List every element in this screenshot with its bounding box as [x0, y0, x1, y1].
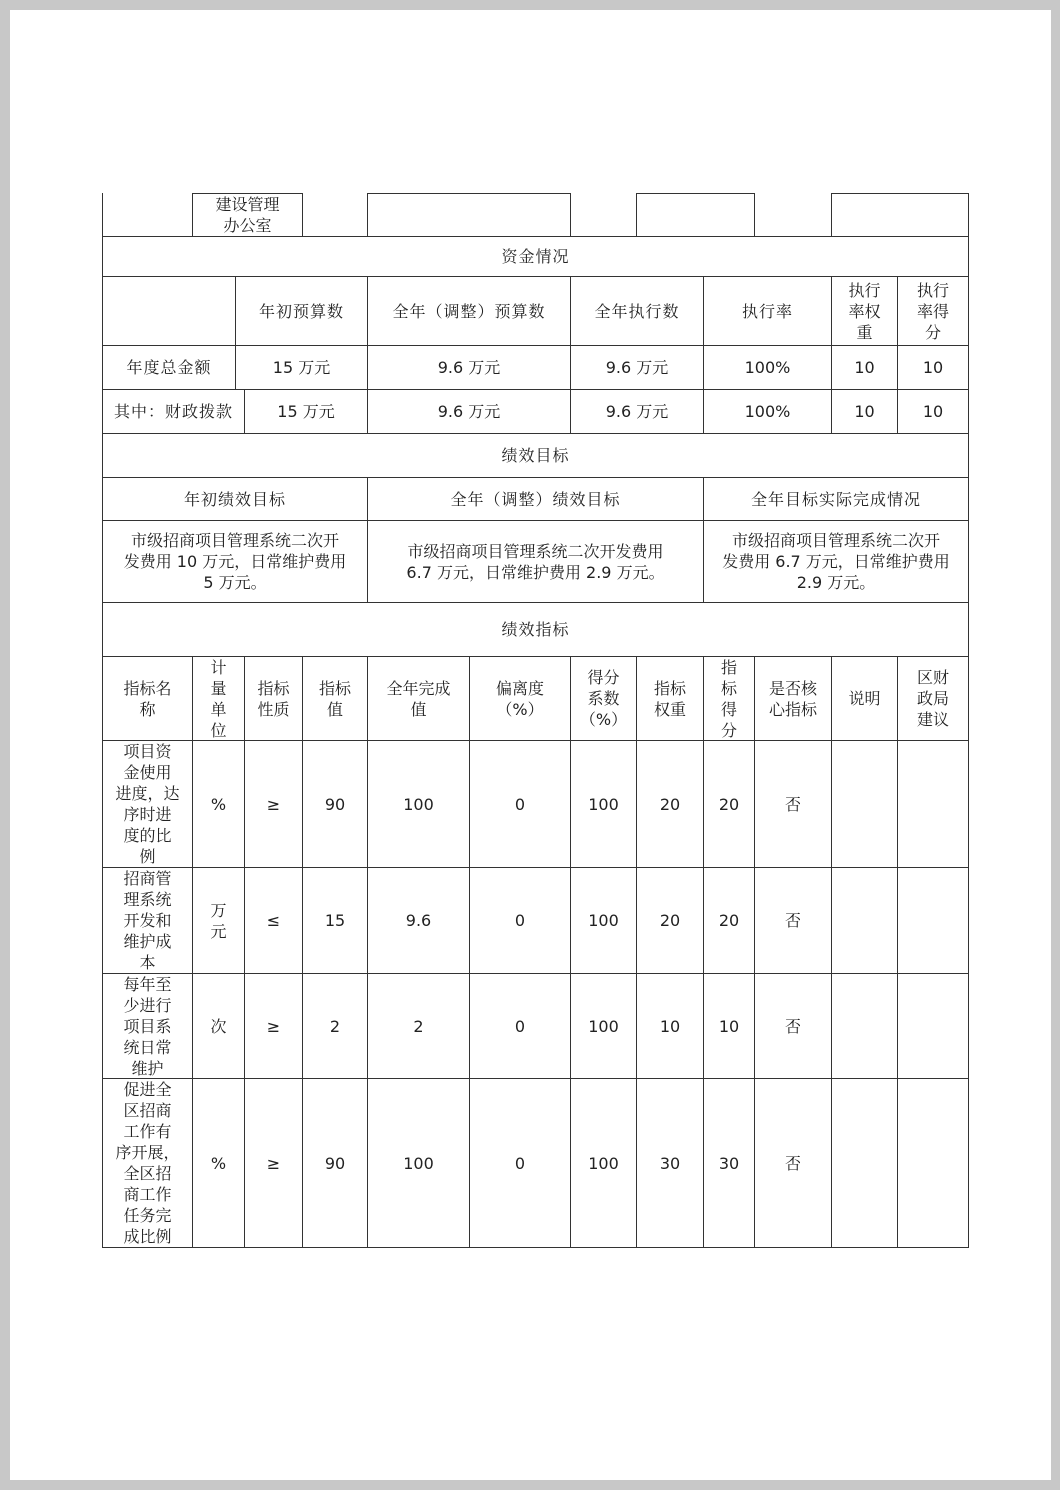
indicator-row-score — [703, 867, 755, 974]
indicator-row-deviation-text: 0 — [514, 1153, 526, 1173]
indicator-row-coef — [570, 1078, 637, 1248]
indicator-row-score — [703, 740, 755, 868]
top-blank-cell — [367, 193, 571, 237]
indicator-row-unit-text: % — [210, 1153, 227, 1173]
goals-section-title — [102, 433, 969, 478]
indicator-header-nature-text: 指标 性质 — [257, 678, 290, 719]
indicator-header-unit-text: 计 量 单 位 — [210, 657, 227, 740]
indicator-header-value-text: 指标 值 — [318, 678, 351, 719]
indicator-row-core — [754, 867, 832, 974]
indicator-header-nature — [244, 656, 303, 741]
indicator-row-note — [831, 973, 898, 1079]
indicator-row-complete — [367, 973, 470, 1079]
header-adjusted-budget-text: 全年（调整）预算数 — [392, 301, 546, 321]
header-rate-weight — [831, 276, 898, 346]
indicator-header-score-text: 指 标 得 分 — [720, 657, 737, 740]
goals-adjusted-text-text: 市级招商项目管理系统二次开发费用 6.7 万元，日常维护费用 2.9 万元。 — [406, 541, 665, 582]
indicator-row-advice — [897, 740, 969, 868]
funds-row-weight — [831, 389, 898, 434]
indicator-row-score-text: 10 — [718, 1016, 740, 1036]
indicator-row-weight-text: 10 — [659, 1016, 681, 1036]
indicators-section-title — [102, 602, 969, 657]
indicator-header-name-text: 指标名 称 — [123, 678, 172, 719]
indicator-header-name — [102, 656, 193, 741]
indicator-row-coef — [570, 740, 637, 868]
indicators-section-title-text: 绩效指标 — [501, 620, 570, 639]
funds-row-executed — [570, 389, 704, 434]
goals-header-initial-text: 年初绩效目标 — [183, 489, 286, 509]
header-executed — [570, 276, 704, 346]
top-blank-cell — [302, 193, 368, 237]
indicator-row-core — [754, 973, 832, 1079]
indicator-row-deviation-text: 0 — [514, 794, 526, 814]
indicator-row-name — [102, 867, 193, 974]
header-initial-budget — [235, 276, 368, 346]
indicator-row-name — [102, 973, 193, 1079]
indicator-row-advice — [897, 867, 969, 974]
goals-header-initial — [102, 477, 368, 521]
indicator-header-score — [703, 656, 755, 741]
funds-row-label-text: 其中：财政拨款 — [113, 402, 233, 421]
indicator-row-complete — [367, 1078, 470, 1248]
funds-row-score-text: 10 — [922, 358, 944, 377]
funds-header-blank — [102, 276, 236, 346]
indicator-row-name-text: 项目资 金使用 进度，达 序时进 度的比 例 — [115, 742, 180, 866]
indicator-header-complete — [367, 656, 470, 741]
indicator-row-weight-text: 30 — [659, 1153, 681, 1173]
funds-row-initial — [235, 345, 368, 390]
indicator-row-complete-text: 9.6 — [405, 911, 432, 930]
indicator-row-coef — [570, 973, 637, 1079]
indicator-row-core-text: 否 — [784, 794, 801, 814]
funds-row-adjusted-text: 9.6 万元 — [437, 402, 501, 421]
indicator-row-advice — [897, 973, 969, 1079]
header-rate-score — [897, 276, 969, 346]
funds-row-label-text: 年度总金额 — [126, 358, 212, 377]
indicator-row-complete-text: 100 — [403, 794, 434, 814]
funds-row-initial-text: 15 万元 — [277, 402, 335, 421]
goals-header-adjusted — [367, 477, 704, 521]
indicator-row-coef-text: 100 — [588, 794, 619, 814]
header-exec-rate — [703, 276, 832, 346]
indicator-row-unit — [192, 1078, 245, 1248]
top-blank-cell — [636, 193, 755, 237]
indicator-row-value-text: 2 — [329, 1016, 341, 1036]
indicator-row-name — [102, 1078, 193, 1248]
indicator-row-core-text: 否 — [784, 911, 801, 930]
goals-initial-text — [102, 520, 368, 603]
indicator-row-nature — [244, 973, 303, 1079]
indicator-row-note — [831, 867, 898, 974]
indicator-row-unit-text: % — [210, 794, 227, 814]
indicator-row-name-text: 招商管 理系统 开发和 维护成 本 — [123, 869, 172, 972]
indicator-row-weight — [636, 867, 704, 974]
indicator-header-weight-text: 指标 权重 — [653, 678, 686, 719]
indicator-row-nature — [244, 740, 303, 868]
dept-name-cell — [192, 193, 303, 237]
indicator-row-score — [703, 973, 755, 1079]
header-exec-rate-text: 执行率 — [741, 301, 793, 321]
indicator-header-value — [302, 656, 368, 741]
indicator-row-nature — [244, 867, 303, 974]
indicator-header-core — [754, 656, 832, 741]
indicator-row-value — [302, 973, 368, 1079]
funds-row-rate — [703, 345, 832, 390]
indicator-row-unit — [192, 867, 245, 974]
indicator-row-complete-text: 2 — [413, 1016, 424, 1036]
indicator-row-note — [831, 1078, 898, 1248]
indicator-row-coef-text: 100 — [588, 911, 619, 930]
header-initial-budget-text: 年初预算数 — [258, 301, 344, 321]
indicator-row-coef-text: 100 — [588, 1016, 619, 1036]
funds-row-weight — [831, 345, 898, 390]
indicator-row-value-text: 15 — [324, 911, 346, 930]
indicator-header-deviation-text: 偏离度 （%） — [495, 678, 544, 719]
goals-actual-text-text: 市级招商项目管理系统二次开 发费用 6.7 万元，日常维护费用 2.9 万元。 — [722, 531, 950, 592]
funds-row-label — [102, 345, 236, 390]
indicator-row-note — [831, 740, 898, 868]
indicator-header-complete-text: 全年完成 值 — [386, 678, 451, 719]
indicator-row-unit — [192, 973, 245, 1079]
indicator-header-advice-text: 区财 政局 建议 — [916, 668, 949, 729]
funds-row-weight-text: 10 — [854, 402, 875, 421]
indicator-row-unit — [192, 740, 245, 868]
indicator-header-unit — [192, 656, 245, 741]
indicator-row-weight — [636, 1078, 704, 1248]
top-blank-cell — [102, 193, 193, 237]
goals-actual-text — [703, 520, 969, 603]
top-blank-cell — [570, 193, 637, 237]
funds-section-title-text: 资金情况 — [501, 247, 570, 266]
funds-row-executed-text: 9.6 万元 — [605, 358, 669, 377]
indicator-header-note — [831, 656, 898, 741]
funds-row-adjusted — [367, 345, 571, 390]
indicator-row-coef-text: 100 — [588, 1153, 619, 1173]
indicator-row-unit-text: 万 元 — [210, 900, 227, 941]
indicator-header-coef — [570, 656, 637, 741]
indicator-row-advice — [897, 1078, 969, 1248]
indicator-row-core — [754, 1078, 832, 1248]
funds-row-adjusted-text: 9.6 万元 — [437, 358, 501, 377]
funds-row-rate — [703, 389, 832, 434]
goals-section-title-text: 绩效目标 — [501, 446, 570, 465]
indicator-row-value-text: 90 — [324, 1153, 346, 1173]
header-rate-weight-text: 执行 率权 重 — [848, 280, 881, 342]
indicator-row-complete — [367, 740, 470, 868]
indicator-row-deviation-text: 0 — [514, 1016, 526, 1036]
goals-adjusted-text — [367, 520, 704, 603]
indicator-row-score-text: 30 — [718, 1153, 740, 1173]
indicator-row-score — [703, 1078, 755, 1248]
indicator-row-deviation — [469, 740, 571, 868]
indicator-header-note-text: 说明 — [848, 689, 881, 708]
indicator-row-unit-text: 次 — [210, 1016, 227, 1036]
funds-row-executed — [570, 345, 704, 390]
indicator-row-core-text: 否 — [784, 1016, 801, 1036]
indicator-row-nature — [244, 1078, 303, 1248]
funds-row-weight-text: 10 — [854, 358, 875, 377]
goals-header-actual — [703, 477, 969, 521]
indicator-row-score-text: 20 — [718, 911, 740, 930]
indicator-row-deviation — [469, 1078, 571, 1248]
funds-row-rate-text: 100% — [744, 358, 791, 377]
indicator-row-deviation — [469, 867, 571, 974]
indicator-header-core-text: 是否核 心指标 — [768, 678, 817, 719]
indicator-row-weight — [636, 740, 704, 868]
indicator-row-deviation — [469, 973, 571, 1079]
indicator-row-value — [302, 740, 368, 868]
funds-row-adjusted — [367, 389, 571, 434]
indicator-row-nature-text: ≤ — [266, 911, 281, 930]
header-rate-score-text: 执行 率得 分 — [916, 280, 949, 342]
funds-row-score — [897, 389, 969, 434]
funds-row-initial — [244, 389, 368, 434]
funds-row-score — [897, 345, 969, 390]
funds-section-title — [102, 236, 969, 277]
funds-row-executed-text: 9.6 万元 — [605, 402, 669, 421]
indicator-row-nature-text: ≥ — [266, 1153, 281, 1173]
goals-header-actual-text: 全年目标实际完成情况 — [750, 489, 921, 509]
indicator-row-nature-text: ≥ — [266, 794, 281, 814]
indicator-row-deviation-text: 0 — [514, 911, 526, 930]
top-blank-cell — [831, 193, 969, 237]
goals-header-adjusted-text: 全年（调整）绩效目标 — [450, 489, 621, 509]
dept-name-cell-text: 建设管理 办公室 — [215, 195, 280, 235]
indicator-row-nature-text: ≥ — [266, 1016, 281, 1036]
indicator-row-name — [102, 740, 193, 868]
indicator-row-complete-text: 100 — [403, 1153, 434, 1173]
indicator-row-weight-text: 20 — [659, 911, 681, 930]
header-executed-text: 全年执行数 — [594, 301, 680, 321]
indicator-header-coef-text: 得分 系数 （%） — [579, 668, 628, 729]
indicator-header-deviation — [469, 656, 571, 741]
indicator-row-name-text: 促进全 区招商 工作有 序开展， 全区招 商工作 任务完 成比例 — [115, 1080, 180, 1246]
indicator-row-score-text: 20 — [718, 794, 740, 814]
top-blank-cell — [754, 193, 832, 237]
indicator-header-advice — [897, 656, 969, 741]
funds-row-initial-text: 15 万元 — [272, 358, 331, 377]
funds-row-rate-text: 100% — [744, 402, 791, 421]
funds-row-score-text: 10 — [922, 402, 944, 421]
indicator-row-value-text: 90 — [324, 794, 346, 814]
document-page — [10, 10, 1051, 1480]
header-adjusted-budget — [367, 276, 571, 346]
indicator-header-weight — [636, 656, 704, 741]
goals-initial-text-text: 市级招商项目管理系统二次开 发费用 10 万元，日常维护费用 5 万元。 — [123, 531, 347, 592]
indicator-row-name-text: 每年至 少进行 项目系 统日常 维护 — [123, 974, 172, 1078]
indicator-row-value — [302, 1078, 368, 1248]
funds-row-label — [102, 389, 245, 434]
indicator-row-core-text: 否 — [784, 1153, 801, 1173]
indicator-row-core — [754, 740, 832, 868]
indicator-row-value — [302, 867, 368, 974]
indicator-row-coef — [570, 867, 637, 974]
indicator-row-weight — [636, 973, 704, 1079]
indicator-row-weight-text: 20 — [659, 794, 681, 814]
indicator-row-complete — [367, 867, 470, 974]
